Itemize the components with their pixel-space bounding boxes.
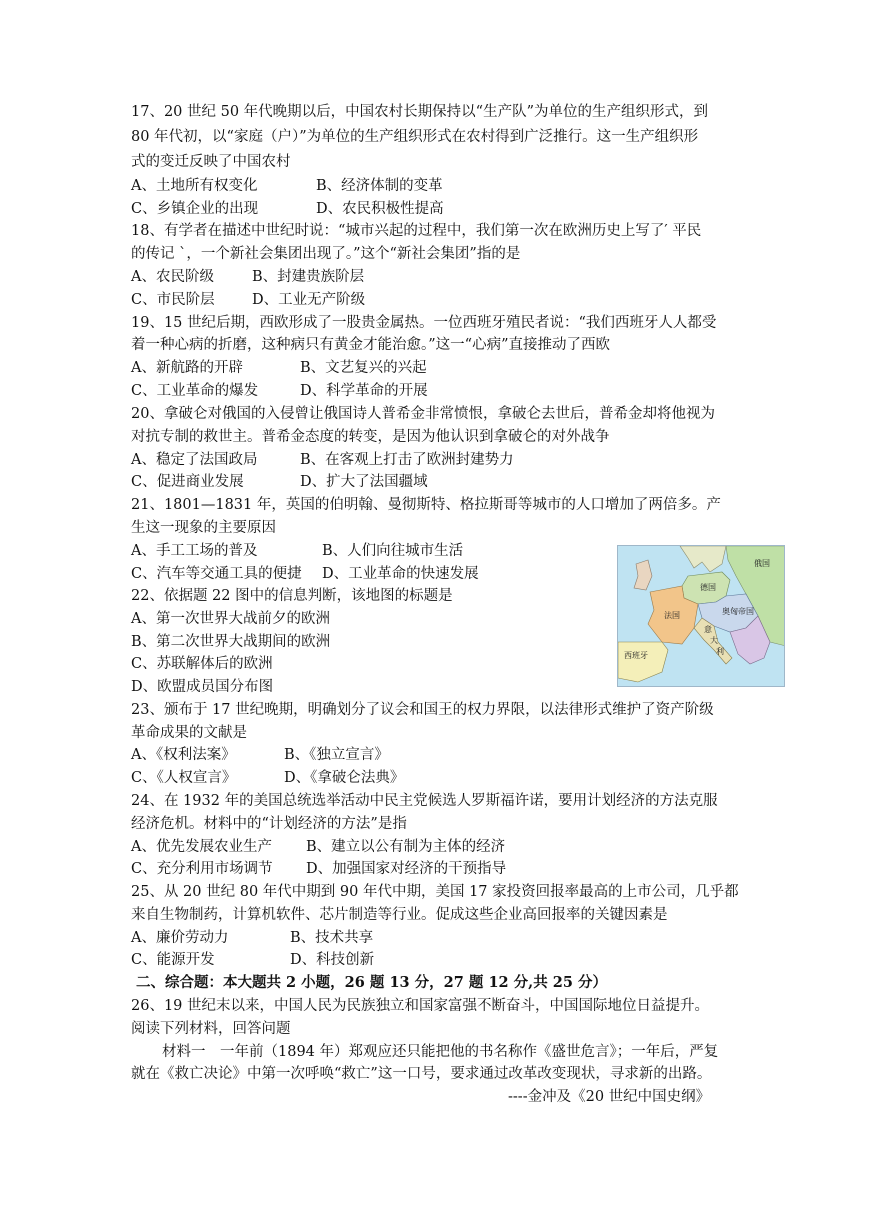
- q25-option-a: A、廉价劳动力: [131, 930, 229, 946]
- q21-option-d: D、工业革命的快速发展: [322, 566, 479, 582]
- q17-line-3: 式的变迁反映了中国农村: [131, 154, 291, 170]
- q18-option-d: D、工业无产阶级: [252, 292, 366, 308]
- q20-option-c: C、促进商业发展: [131, 474, 244, 490]
- q24-line-1: 24、在 1932 年的美国总统选举活动中民主党候选人罗斯福许诺，要用计划经济的方法克服: [131, 793, 718, 809]
- q20-line-1: 20、拿破仑对俄国的入侵曾让俄国诗人普希金非常愤恨，拿破仑去世后，普希金却将他视为: [131, 406, 715, 422]
- q23-option-a: A、《权利法案》: [131, 747, 236, 763]
- q17-option-d: D、农民积极性提高: [316, 201, 444, 217]
- q24-option-d: D、加强国家对经济的干预指导: [306, 861, 507, 877]
- q17-option-b: B、经济体制的变革: [316, 178, 443, 194]
- q22-option-d: D、欧盟成员国分布图: [131, 679, 274, 695]
- q17-line-1: 17、20 世纪 50 年代晚期以后，中国农村长期保持以“生产队”为单位的生产组织形式，到: [131, 104, 709, 120]
- q20-option-d: D、扩大了法国疆域: [300, 474, 428, 490]
- q19-option-c: C、工业革命的爆发: [131, 383, 259, 399]
- map-label-austria-hungary: 奥匈帝国: [722, 607, 754, 616]
- q24-option-a: A、优先发展农业生产: [131, 839, 272, 855]
- q21-option-b: B、人们向往城市生活: [322, 543, 464, 559]
- q18-option-a: A、农民阶级: [131, 269, 214, 285]
- q19-option-b: B、文艺复兴的兴起: [300, 360, 427, 376]
- europe-map-svg: [618, 546, 785, 687]
- map-label-italy-2: 大: [710, 636, 718, 645]
- q22-line-1: 22、依据题 22 图中的信息判断，该地图的标题是: [131, 588, 453, 604]
- q23-option-d: D、《拿破仑法典》: [284, 770, 405, 786]
- q25-line-2: 来自生物制药，计算机软件、芯片制造等行业。促成这些企业高回报率的关键因素是: [131, 907, 668, 923]
- q23-line-2: 革命成果的文献是: [131, 725, 247, 741]
- q18-line-2: 的传记 `，一个新社会集团出现了。”这个“新社会集团”指的是: [131, 246, 521, 262]
- q25-option-d: D、科技创新: [290, 952, 375, 968]
- material-1-line-1: 材料一 一年前（1894 年）郑观应还只能把他的书名称作《盛世危言》；一年后，严复: [162, 1044, 719, 1060]
- q24-option-c: C、充分利用市场调节: [131, 861, 273, 877]
- q21-line-1: 21、1801—1831 年，英国的伯明翰、曼彻斯特、格拉斯哥等城市的人口增加了两倍多。产: [131, 497, 721, 513]
- q21-option-c: C、汽车等交通工具的便捷: [131, 566, 302, 582]
- map-label-germany: 德国: [700, 583, 716, 592]
- q26-line-1: 26、19 世纪末以来，中国人民为民族独立和国家富强不断奋斗，中国国际地位日益提升。: [131, 998, 710, 1014]
- q24-option-b: B、建立以公有制为主体的经济: [306, 839, 506, 855]
- q23-option-b: B、《独立宣言》: [284, 747, 389, 763]
- q22-option-a: A、第一次世界大战前夕的欧洲: [131, 611, 330, 627]
- q20-option-a: A、稳定了法国政局: [131, 452, 258, 468]
- q19-option-a: A、新航路的开辟: [131, 360, 243, 376]
- material-1-line-2: 就在《救亡决论》中第一次呼唤“救亡”这一口号，要求通过改革改变现状，寻求新的出路。: [131, 1066, 712, 1082]
- q18-line-1: 18、有学者在描述中世纪时说：“城市兴起的过程中，我们第一次在欧洲历史上写了′ 平民: [131, 223, 702, 239]
- q19-option-d: D、科学革命的开展: [300, 383, 428, 399]
- q23-option-c: C、《人权宣言》: [131, 770, 237, 786]
- q20-line-2: 对抗专制的救世主。普希金态度的转变，是因为他认识到拿破仑的对外战争: [131, 429, 610, 445]
- q20-option-b: B、在客观上打击了欧洲封建势力: [300, 452, 514, 468]
- q21-option-a: A、手工工场的普及: [131, 543, 258, 559]
- q19-line-1: 19、15 世纪后期，西欧形成了一股贵金属热。一位西班牙殖民者说：“我们西班牙人人都受: [131, 315, 717, 331]
- q25-option-c: C、能源开发: [131, 952, 215, 968]
- map-label-russia: 俄国: [754, 559, 770, 568]
- q19-line-2: 着一种心病的折磨，这种病只有黄金才能治愈。”这一“心病”直接推动了西欧: [131, 337, 610, 353]
- q22-option-b: B、第二次世界大战期间的欧洲: [131, 634, 331, 650]
- q18-option-b: B、封建贵族阶层: [252, 269, 365, 285]
- section2-heading: 二、综合题：本大题共 2 小题，26 题 13 分，27 题 12 分,共 25 分）: [136, 974, 608, 991]
- map-label-france: 法国: [664, 611, 680, 620]
- q23-line-1: 23、颁布于 17 世纪晚期，明确划分了议会和国王的权力界限，以法律形式维护了资产阶级: [131, 702, 714, 718]
- map-label-spain: 西班牙: [624, 651, 648, 660]
- q22-option-c: C、苏联解体后的欧洲: [131, 656, 273, 672]
- q21-line-2: 生这一现象的主要原因: [131, 520, 276, 536]
- q25-option-b: B、技术共享: [290, 930, 374, 946]
- map-label-italy-1: 意: [704, 625, 712, 634]
- q26-line-2: 阅读下列材料，回答问题: [131, 1021, 291, 1037]
- material-1-source: ----金冲及《20 世纪中国史纲》: [508, 1089, 711, 1105]
- q18-option-c: C、市民阶层: [131, 292, 215, 308]
- q17-option-c: C、乡镇企业的出现: [131, 201, 259, 217]
- q25-line-1: 25、从 20 世纪 80 年代中期到 90 年代中期，美国 17 家投资回报率最高的上市公司，几乎都: [131, 884, 739, 900]
- map-label-italy-3: 利: [716, 647, 724, 656]
- q24-line-2: 经济危机。材料中的“计划经济的方法”是指: [131, 816, 407, 832]
- q17-line-2: 80 年代初，以“家庭（户）”为单位的生产组织形式在农村得到广泛推行。这一生产组织形: [131, 129, 699, 145]
- q17-option-a: A、土地所有权变化: [131, 178, 258, 194]
- europe-map-figure: [617, 545, 785, 687]
